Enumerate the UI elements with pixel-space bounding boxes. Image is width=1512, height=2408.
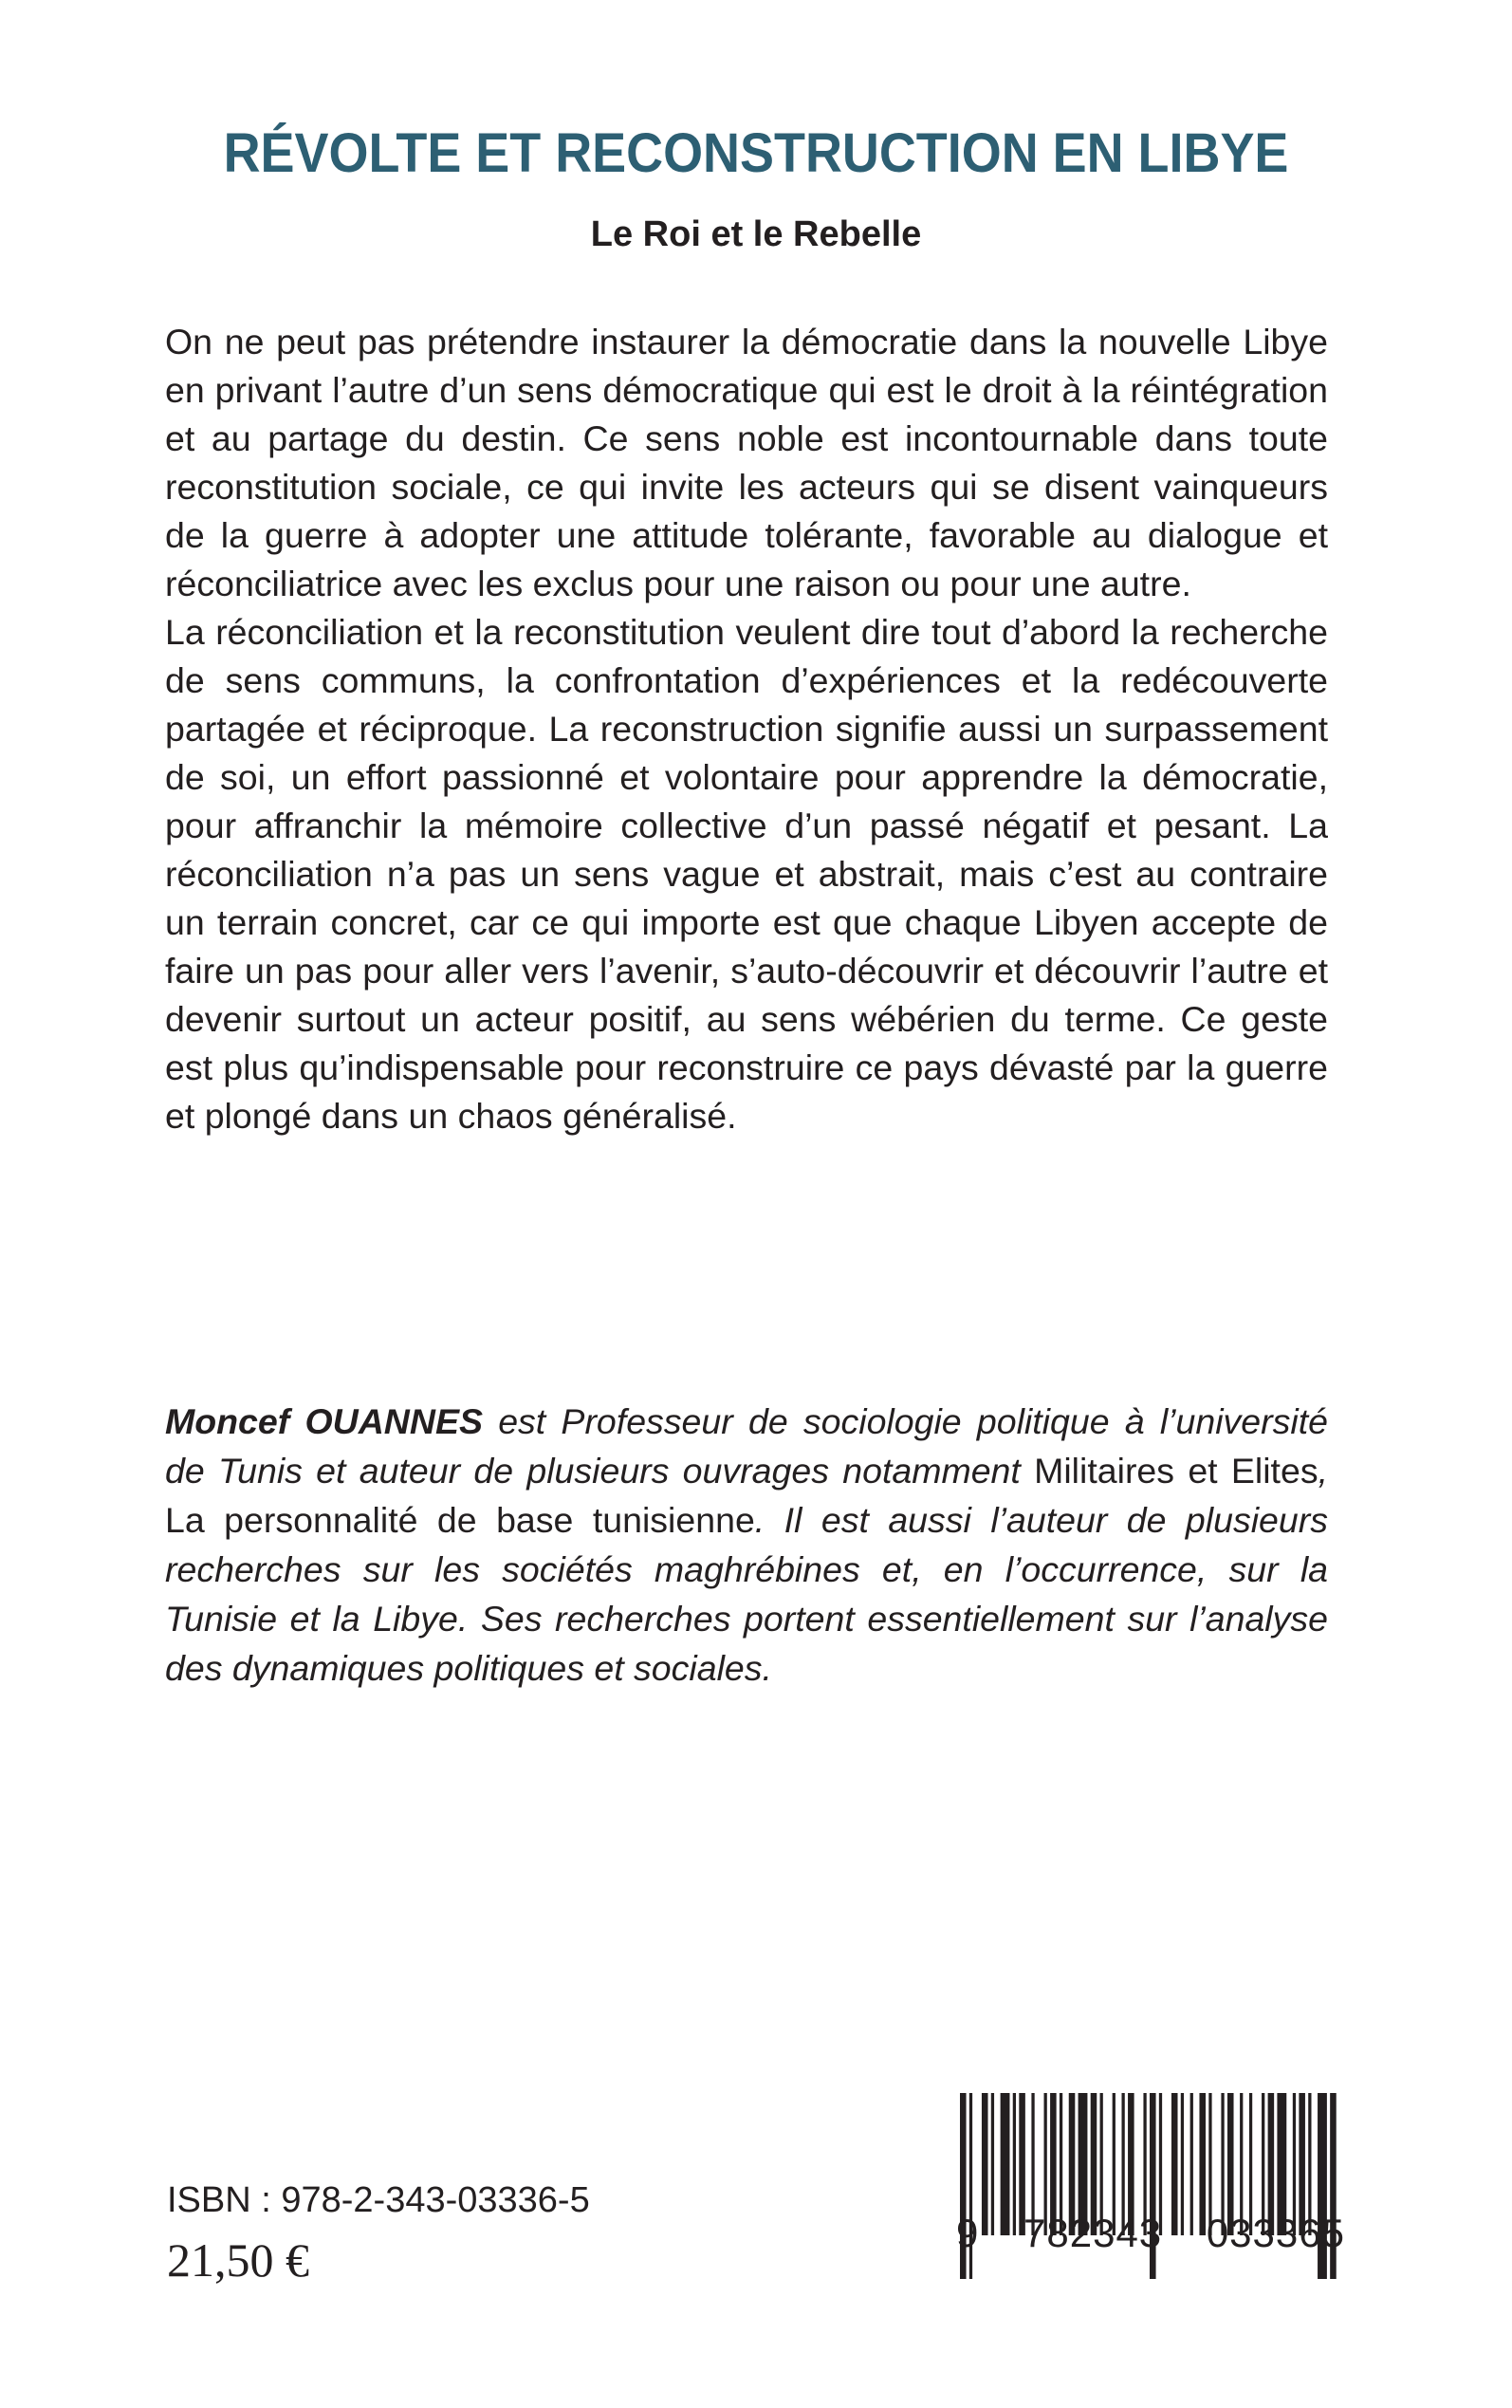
author-bio — [165, 1397, 1328, 1693]
author-name: Moncef OUANNES — [165, 1401, 483, 1441]
bio-work-2: La personnalité de base tunisienne — [165, 1500, 755, 1540]
blurb-paragraph-2: La réconciliation et la reconstitution veulent dire tout d’abord la recherche de sens communs, la confrontation d’expériences et la redécouverte partagée et réciproque. La reconstruction signifie aussi un surpassement de soi, un effort passionné et volontaire pour apprendre la démocratie, pour affranchir la mémoire collective d’un passé négatif et pesant. La réconciliation n’a pas un sens vague et abstrait, mais c’est au contraire un terrain concret, car ce qui importe est que chaque Libyen accepte de faire un pas pour aller vers l’avenir, s’auto-découvrir et découvrir l’autre et devenir surtout un acteur positif, au sens wébérien du terme. Ce geste est plus qu’indispensable pour reconstruire ce pays dévasté par la guerre et plongé dans un chaos généralisé. — [165, 612, 1328, 1136]
bio-text-2: . Il est aussi l’auteur de plusieurs recherches sur les sociétés maghrébines et, en l’occurrence, sur la Tunisie et la Libye. Ses recherches portent essentiellement sur l’analyse des dynamiques politiques et sociales. — [165, 1500, 1328, 1688]
bio-text-1: est Professeur de sociologie politique à l’université de Tunis et auteur de plusieurs ouvrages notamment — [165, 1401, 1328, 1491]
book-title: RÉVOLTE ET RECONSTRUCTION EN LIBYE — [223, 122, 1289, 184]
bio-work-1: Militaires et Elites — [1034, 1451, 1318, 1491]
barcode-digits — [956, 2201, 1345, 2256]
barcode-digits-left: 782343 — [1023, 2211, 1163, 2255]
barcode-digits-right: 033365 — [1206, 2211, 1345, 2255]
barcode-digit-lead: 9 — [956, 2211, 980, 2255]
isbn: ISBN : 978-2-343-03336-5 — [167, 2180, 590, 2220]
bio-separator: , — [1318, 1451, 1328, 1491]
blurb — [165, 318, 1328, 1140]
book-subtitle: Le Roi et le Rebelle — [590, 214, 922, 254]
blurb-paragraph-1: On ne peut pas prétendre instaurer la démocratie dans la nouvelle Libye en privant l’autre d’un sens démocratique qui est le droit à la réintégration et au partage du destin. Ce sens noble est incontournable dans toute reconstitution sociale, ce qui invite les acteurs qui se disent vainqueurs de la guerre à adopter une attitude tolérante, favorable au dialogue et réconciliatrice avec les exclus pour une raison ou pour une autre. — [165, 322, 1328, 603]
price: 21,50 € — [167, 2233, 309, 2287]
